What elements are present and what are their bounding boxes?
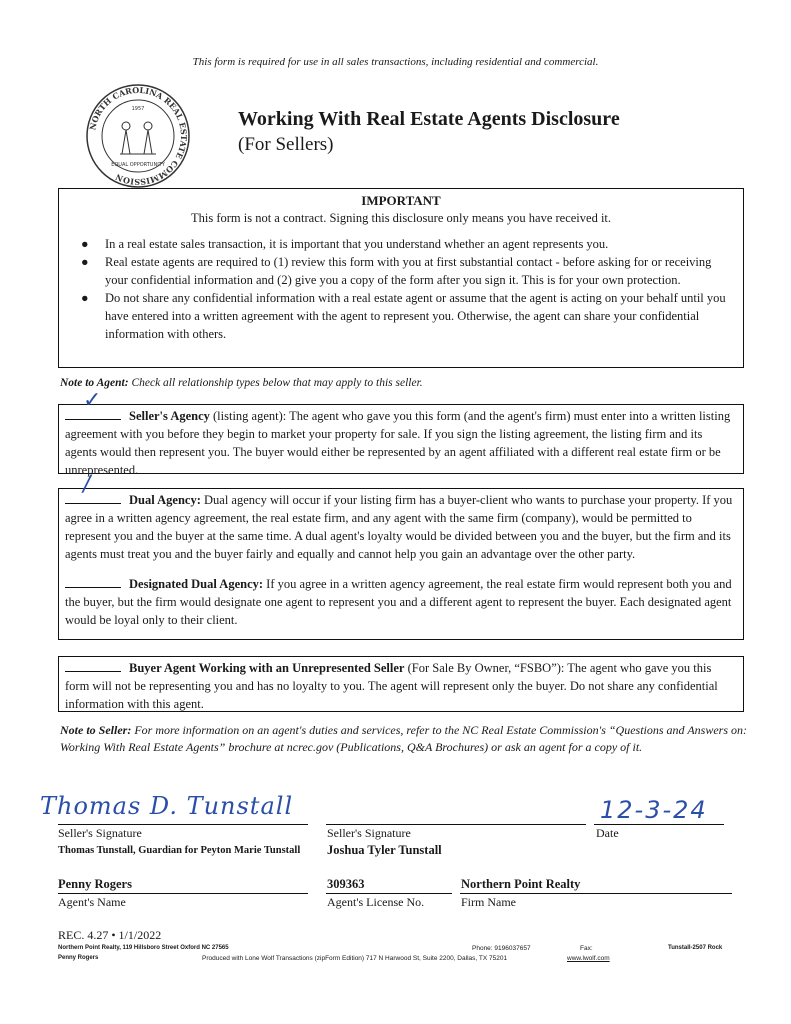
sellers-agency-section xyxy=(58,388,744,477)
seller1-name: Thomas Tunstall, Guardian for Peyton Marie Tunstall xyxy=(58,845,301,856)
section-label: Designated Dual Agency: xyxy=(129,577,264,591)
seller-note-label: Note to Seller: xyxy=(60,723,132,737)
date-line[interactable] xyxy=(594,824,724,825)
section-label: Buyer Agent Working with an Unrepresented Seller xyxy=(129,661,405,675)
bullet-item: ● Real estate agents are required to (1) review this form with you at first substantial contact - before asking for or receiving your confidential information and (2) give you a copy of the form after you sign it. This is for your own protection. xyxy=(81,255,712,287)
agent-note-text: Check all relationship types below that may apply to this seller. xyxy=(131,377,423,389)
page-subtitle: (For Sellers) xyxy=(238,134,334,155)
license-line xyxy=(326,893,452,894)
section-label: Seller's Agency xyxy=(129,409,210,423)
important-bullets xyxy=(81,235,733,343)
page-title: Working With Real Estate Agents Disclosure xyxy=(238,108,620,130)
sellers-agency-checkbox[interactable] xyxy=(65,388,121,420)
handwritten-date: 12-3-24 xyxy=(600,796,708,824)
buyer-agent-checkbox[interactable] xyxy=(65,660,121,672)
top-note: This form is required for use in all sales transactions, including residential and commercial. xyxy=(192,56,599,68)
section-text: (listing agent): The agent who gave you this form (and the agent's firm) must enter into a written listing agreement with you before they begin to market your property for sale. If you sign the listing agreement, the listing firm and its agents would then represent you. The buyer would either be represented by an agent affiliated with a different real estate firm or be unrepresented. xyxy=(65,409,731,477)
buyer-agent-unrepresented-section xyxy=(58,656,744,712)
agent-note xyxy=(60,377,423,389)
footer-agent: Penny Rogers xyxy=(58,955,99,961)
seller2-name: Joshua Tyler Tunstall xyxy=(327,843,442,857)
svg-text:NORTH CAROLINA REAL ESTATE COM: NORTH CAROLINA REAL ESTATE COMMISSION xyxy=(87,84,190,188)
footer-file: Tunstall-2507 Rock xyxy=(668,945,723,951)
seller1-signature-line[interactable] xyxy=(58,824,308,825)
footer-phone: Phone: 9196037657 xyxy=(472,945,531,952)
designated-dual-agency-checkbox[interactable] xyxy=(65,576,121,588)
dual-agency-section xyxy=(58,472,744,640)
firm-line xyxy=(460,893,732,894)
footer-produced: Produced with Lone Wolf Transactions (zipForm Edition) 717 N Harwood St, Suite 2200, Dallas, TX 75201 xyxy=(202,955,508,962)
section-text: If you agree in a written agency agreement, the real estate firm would represent both you and the buyer, but the firm would designate one agent to represent you and a different agent to represent the buyer. Each designated agent would be loyal only to their client. xyxy=(65,577,732,627)
dual-agency-checkbox[interactable] xyxy=(65,472,121,504)
handwritten-signature: Thomas D. Tunstall xyxy=(40,792,294,820)
agent-name: Penny Rogers xyxy=(58,877,132,891)
bullet-item: ● In a real estate sales transaction, it is important that you understand whether an agent represents you. xyxy=(81,237,609,251)
section-text: Dual agency will occur if your listing firm has a buyer-client who wants to purchase your property. If you agree in a written agency agreement, the real estate firm, and any agent with the same firm (company), would be permitted to represent you and the buyer at the same time. A dual agent's loyalty would be divided between you and the buyer, but the firm and its agents must treat you and the buyer fairly and equally and cannot help you gain an advantage over the other party. xyxy=(65,493,733,561)
seller-note xyxy=(60,722,750,756)
section-text: (For Sale By Owner, “FSBO”): The agent who gave you this form will not be representing you and has no loyalty to you. The agent will represent only the buyer. Do not share any confidential information with this agent. xyxy=(65,661,718,711)
agent-license: 309363 xyxy=(327,877,365,891)
section-label: Dual Agency: xyxy=(129,493,201,507)
bullet-item: ● Do not share any confidential information with a real estate agent or assume that the agent is acting on your behalf until you have entered into a written agreement with the agent to represent you. Otherwise, the agent can share your confidential information with others. xyxy=(81,291,726,341)
date-caption: Date xyxy=(596,826,619,840)
agent-note-label: Note to Agent: xyxy=(60,377,129,389)
license-caption: Agent's License No. xyxy=(327,895,425,909)
seller1-caption: Seller's Signature xyxy=(58,826,142,840)
important-heading: IMPORTANT xyxy=(361,193,441,208)
check-mark: ✓ xyxy=(83,388,102,413)
seller2-signature-line[interactable] xyxy=(326,824,586,825)
firm-name: Northern Point Realty xyxy=(461,877,581,891)
seller2-caption: Seller's Signature xyxy=(327,826,411,840)
svg-text:EQUAL OPPORTUNITY: EQUAL OPPORTUNITY xyxy=(111,162,165,168)
firm-caption: Firm Name xyxy=(461,895,516,909)
check-mark: / xyxy=(83,472,91,497)
svg-text:1957: 1957 xyxy=(131,106,145,112)
commission-seal-logo xyxy=(84,82,192,190)
footer-fax: Fax: xyxy=(580,945,593,952)
footer-company: Northern Point Realty, 119 Hillsboro Street Oxford NC 27565 xyxy=(58,945,229,951)
agent-name-line xyxy=(58,893,308,894)
important-subheading: This form is not a contract. Signing this disclosure only means you have received it. xyxy=(190,211,612,225)
form-revision: REC. 4.27 • 1/1/2022 xyxy=(58,928,162,942)
seller-note-text: For more information on an agent's duties and services, refer to the NC Real Estate Commission's “Questions and Answers on: Working With Real Estate Agents” brochure at ncrec.gov (Publications, Q&A Brochures) or ask an agent for a copy of it. xyxy=(60,723,747,754)
footer-website-link[interactable]: www.lwolf.com xyxy=(567,955,610,962)
agent-caption: Agent's Name xyxy=(58,895,126,909)
important-box xyxy=(58,188,744,368)
